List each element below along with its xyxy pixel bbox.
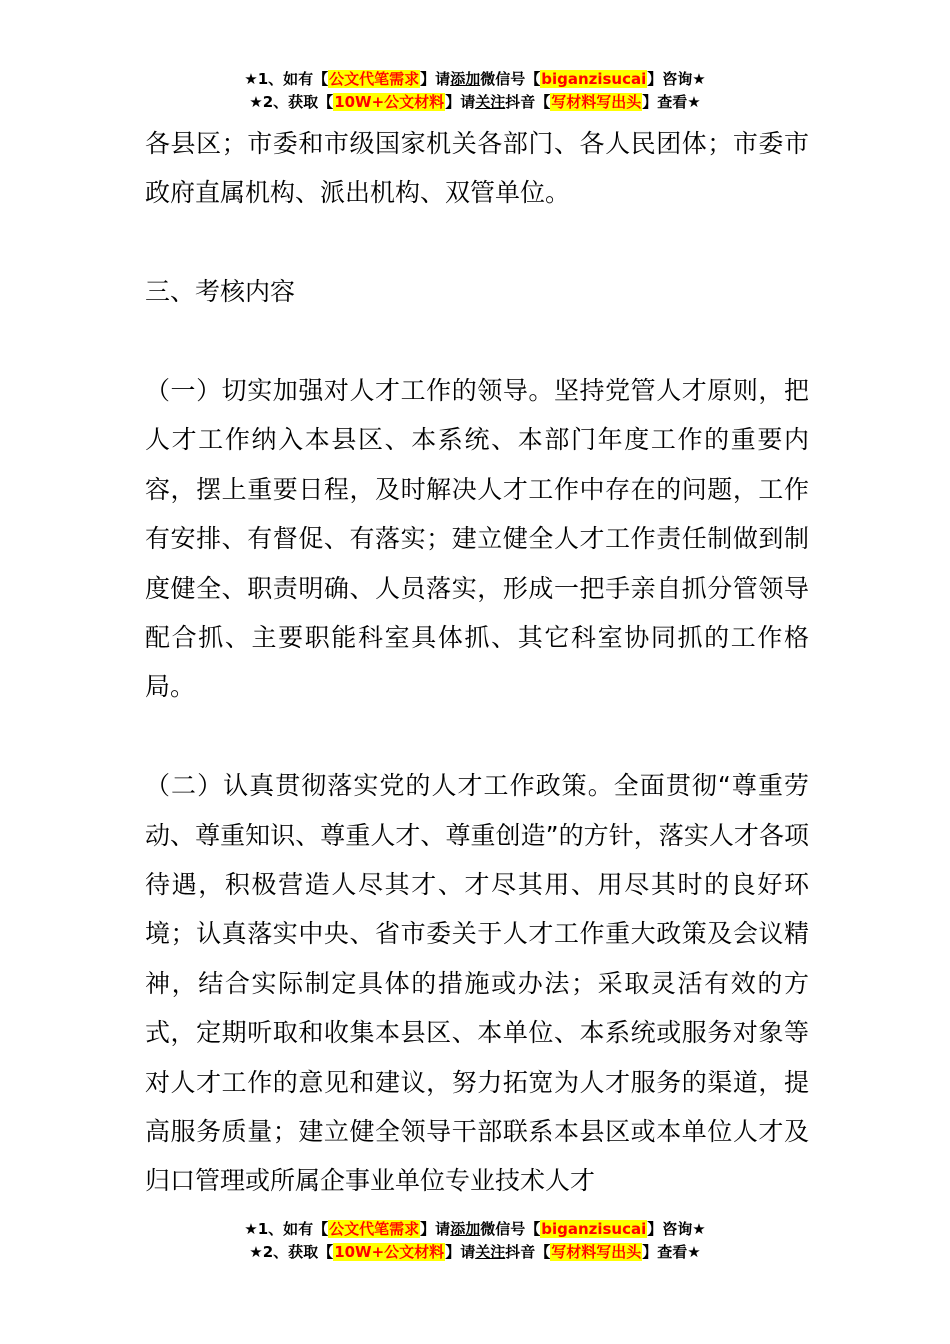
banner-line-2: ★2、获取【10W+公文材料】请关注抖音【写材料写出头】查看★ [249, 93, 701, 111]
section-heading: 三、考核内容 [145, 277, 296, 307]
paragraph-gap [145, 218, 809, 267]
paragraph-leadership: （一）切实加强对人才工作的领导。坚持党管人才原则，把人才工作纳入本县区、本系统、本部门年度工作的重要内容，摆上重要日程，及时解决人才工作中存在的问题，工作有安排、有督促、有落实；建立健全人才工作责任制做到制度健全、职责明确、人员落实，形成一把手亲自抓分管领导配合抓、主要职能科室具体抓、其它科室协同抓的工作格局。 [145, 376, 809, 702]
paragraph-scope: 各县区；市委和市级国家机关各部门、各人民团体；市委市政府直属机构、派出机构、双管单位。 [145, 129, 809, 208]
paragraph-gap [145, 712, 809, 761]
banner-line-1: ★1、如有【公文代笔需求】请添加微信号【biganzisucai】咨询★ [244, 1220, 706, 1238]
materials-highlight: 10W+公文材料 [334, 1243, 445, 1261]
paragraph-gap [145, 317, 809, 366]
header-banner [0, 68, 950, 114]
banner-line-2: ★2、获取【10W+公文材料】请关注抖音【写材料写出头】查看★ [249, 1243, 701, 1261]
materials-highlight: 10W+公文材料 [334, 93, 445, 111]
douyin-account-highlight: 写材料写出头 [551, 93, 642, 111]
document-body [145, 119, 809, 1206]
paragraph-policy: （二）认真贯彻落实党的人才工作政策。全面贯彻“尊重劳动、尊重知识、尊重人才、尊重创造”的方针，落实人才各项待遇，积极营造人尽其才、才尽其用、用尽其时的良好环境；认真落实中央、省市委关于人才工作重大政策及会议精神，结合实际制定具体的措施或办法；采取灵活有效的方式，定期听取和收集本县区、本单位、本系统或服务对象等对人才工作的意见和建议，努力拓宽为人才服务的渠道，提高服务质量；建立健全领导干部联系本县区或本单位人才及归口管理或所属企事业单位专业技术人才 [145, 771, 809, 1196]
service-highlight: 公文代笔需求 [329, 1220, 420, 1238]
wechat-id-highlight: biganzisucai [541, 1220, 647, 1238]
footer-banner [0, 1218, 950, 1264]
service-highlight: 公文代笔需求 [329, 70, 420, 88]
banner-line-1: ★1、如有【公文代笔需求】请添加微信号【biganzisucai】咨询★ [244, 70, 706, 88]
wechat-id-highlight: biganzisucai [541, 70, 647, 88]
douyin-account-highlight: 写材料写出头 [551, 1243, 642, 1261]
